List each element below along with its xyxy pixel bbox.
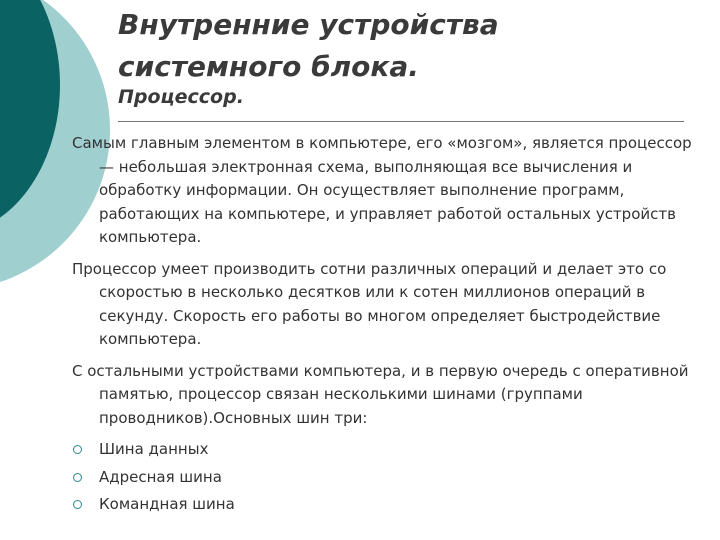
slide-title: Внутренние устройства системного блока. xyxy=(118,8,499,83)
paragraph-cpu-definition: Самым главным элементом в компьютере, его «мозгом», является процессор — небольшая электронная схема, выполняющая все вычисления и обработку информации. Он осуществляет выполнение программ, работающих на компьютере, и управляет работой остальных устройств компьютера. xyxy=(72,134,692,246)
bus-list xyxy=(72,438,702,517)
circle-bullet-icon xyxy=(73,445,82,454)
paragraph-cpu-buses: С остальными устройствами компьютера, и в первую очередь с оперативной памятью, процессор связан несколькими шинами (группами проводников).Основных шин три: xyxy=(72,361,689,427)
slide-subtitle: Процессор. xyxy=(118,86,244,108)
title-divider xyxy=(118,121,684,122)
bus-label: Шина данных xyxy=(99,440,209,458)
bus-label: Командная шина xyxy=(99,495,235,513)
circle-bullet-icon xyxy=(73,473,82,482)
list-item xyxy=(72,493,702,517)
slide-body xyxy=(72,132,702,521)
paragraph-cpu-speed: Процессор умеет производить сотни различных операций и делает это со скоростью в несколько десятков или к сотен миллионов операций в секунду. Скорость его работы во многом определяет быстродействие компьютера. xyxy=(72,259,667,348)
bus-label: Адресная шина xyxy=(99,467,222,486)
circle-bullet-icon xyxy=(73,500,82,509)
list-item xyxy=(72,466,702,490)
list-item xyxy=(72,438,702,462)
